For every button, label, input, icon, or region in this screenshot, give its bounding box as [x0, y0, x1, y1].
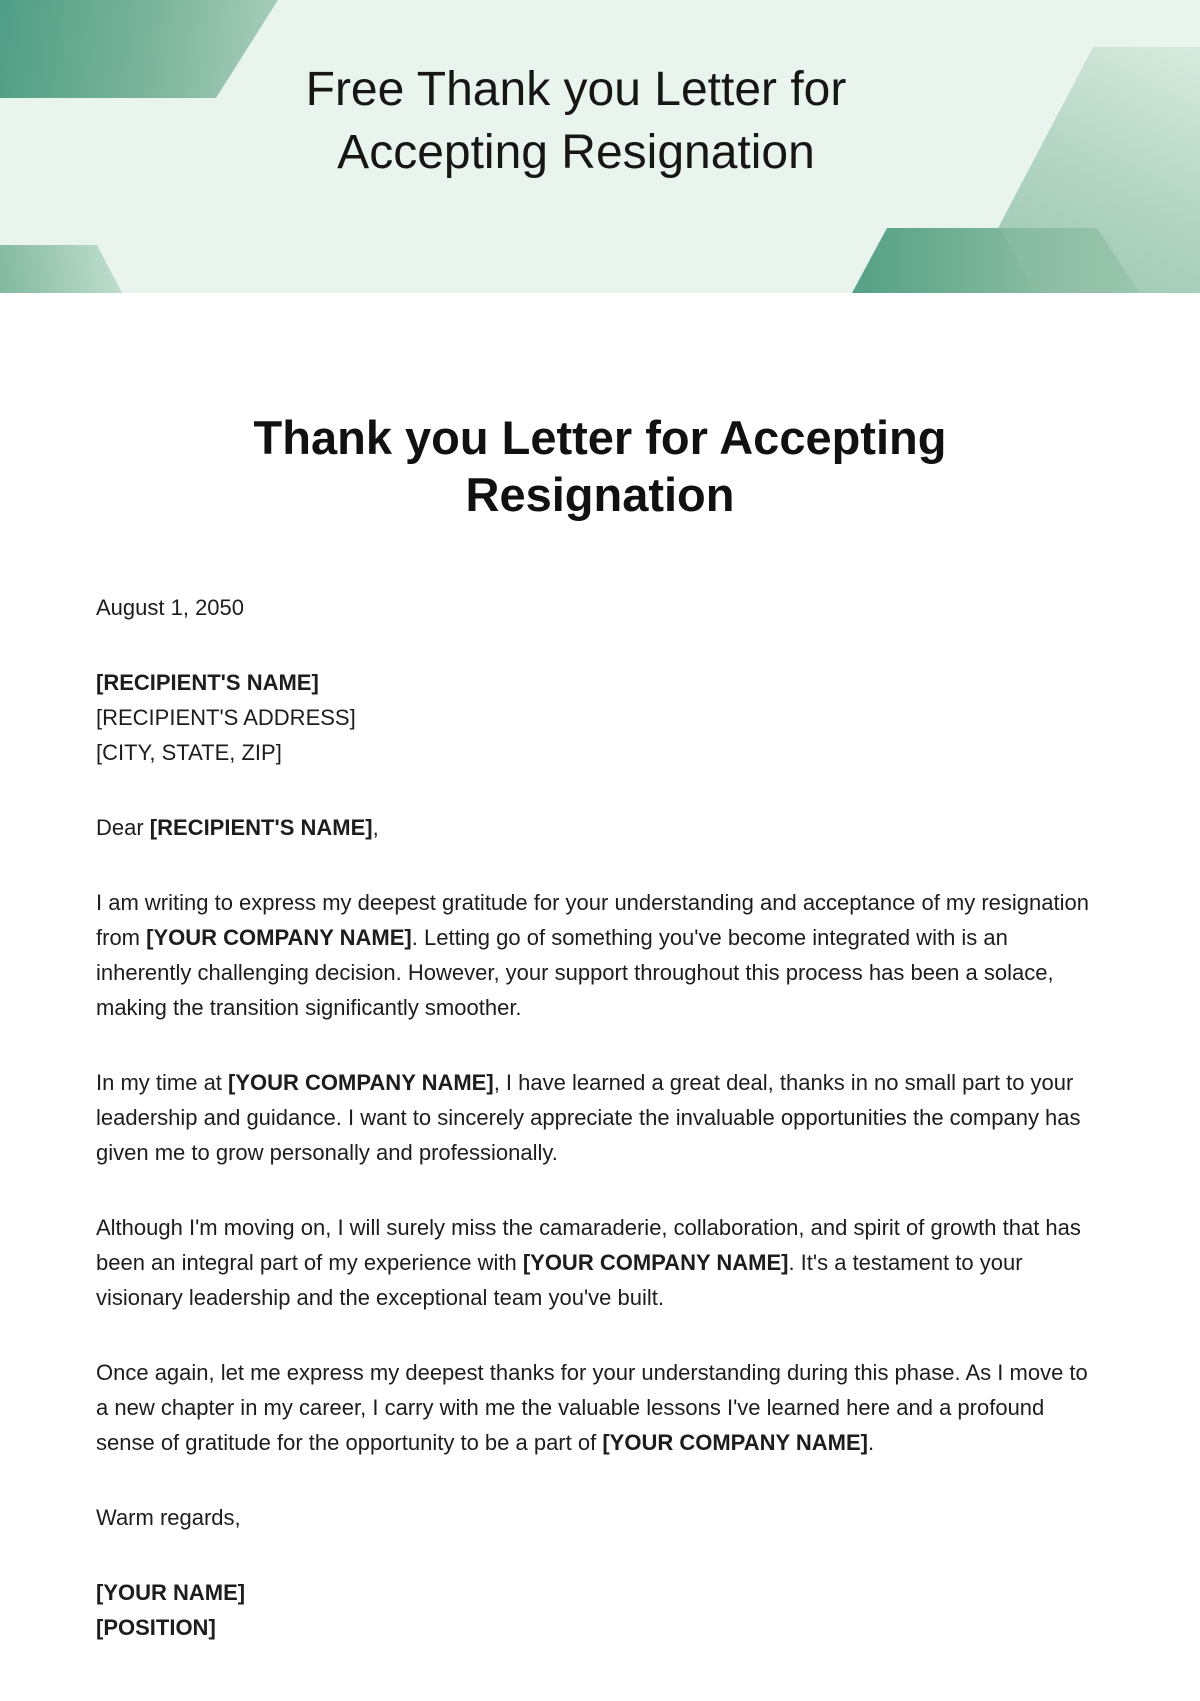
header-banner: [0, 0, 1200, 293]
letter-body: [0, 590, 1200, 1645]
recipient-city-line: [CITY, STATE, ZIP]: [96, 740, 282, 765]
closing-line: Warm regards,: [96, 1505, 241, 1530]
signature-name-line: [YOUR NAME]: [96, 1580, 246, 1605]
recipient-block: [96, 665, 1104, 770]
document-title-line-2: Resignation: [465, 468, 735, 521]
letter-paragraph-3: Although I'm moving on, I will surely miss the camaraderie, collaboration, and spirit of growth that has been an integral part of my experience with [YOUR COMPANY NAME]. It's a testament to your visionary leadership and the exceptional team you've built.: [96, 1215, 1081, 1310]
green-gradient-shape-bottom-left: [0, 245, 122, 293]
letter-paragraph-4: Once again, let me express my deepest thanks for your understanding during this phase. As I move to a new chapter in my career, I carry with me the valuable lessons I've learned here and a profound sense of gratitude for the opportunity to be a part of [YOUR COMPANY NAME].: [96, 1360, 1088, 1455]
recipient-address-line: [RECIPIENT'S ADDRESS]: [96, 705, 356, 730]
date-line: August 1, 2050: [96, 595, 245, 620]
signature-block: [96, 1575, 1104, 1645]
salutation-line: Dear [RECIPIENT'S NAME],: [96, 815, 379, 840]
letter-paragraph-1: I am writing to express my deepest gratitude for your understanding and acceptance of my resignation from [YOUR COMPANY NAME]. Letting go of something you've become integrated with is an inherently challenging decision. However, your support throughout this process has been a solace, making the transition significantly smoother.: [96, 890, 1089, 1020]
document-title: [150, 293, 1050, 523]
banner-title-line-1: Free Thank you Letter for: [305, 63, 847, 116]
signature-position-line: [POSITION]: [96, 1615, 216, 1640]
banner-title-line-2: Accepting Resignation: [337, 126, 815, 179]
document-title-line-1: Thank you Letter for Accepting: [253, 411, 947, 464]
green-gradient-shape-top-left: [0, 0, 278, 98]
banner-title: [246, 0, 906, 184]
letter-paragraph-2: In my time at [YOUR COMPANY NAME], I have learned a great deal, thanks in no small part to your leadership and guidance. I want to sincerely appreciate the invaluable opportunities the company has given me to grow personally and professionally.: [96, 1070, 1081, 1165]
recipient-name-line: [RECIPIENT'S NAME]: [96, 670, 319, 695]
